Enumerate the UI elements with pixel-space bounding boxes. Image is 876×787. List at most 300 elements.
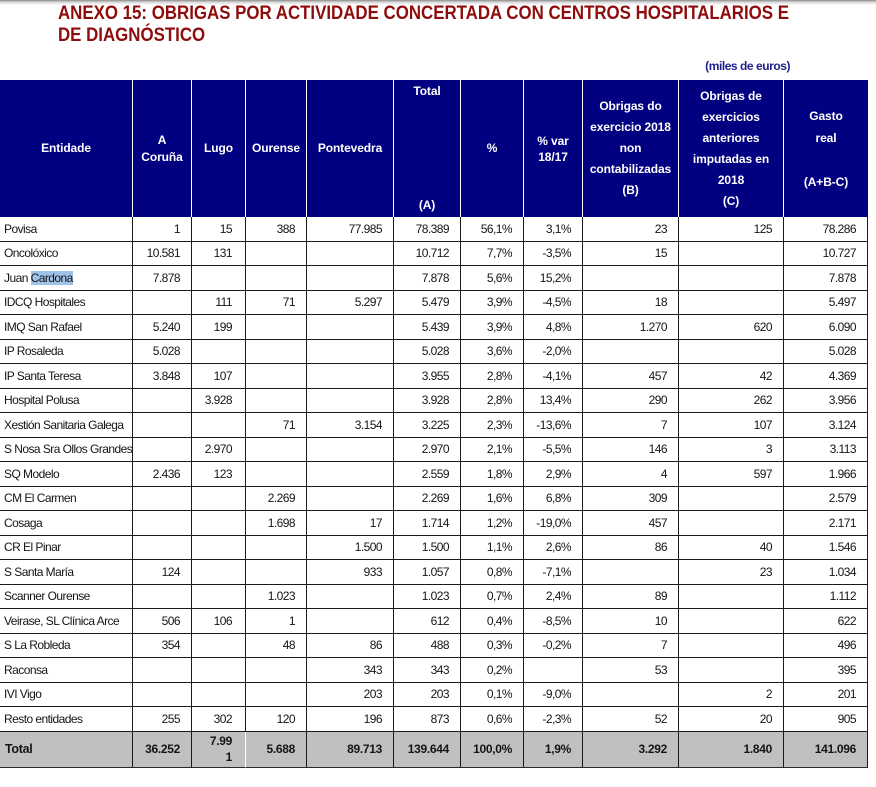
cell-total-a — [394, 536, 461, 561]
cell-value: 0,6% — [486, 711, 512, 726]
cell-value: 7.878 — [152, 270, 180, 285]
cell-lugo — [192, 536, 246, 561]
cell-value: 1,1% — [486, 540, 512, 555]
cell-gasto — [784, 707, 868, 732]
entity-name-cell — [0, 364, 133, 389]
cell-value: 3.225 — [421, 417, 449, 432]
cell-total-a — [394, 585, 461, 610]
cell-pct — [461, 487, 524, 512]
cell-pontevedra — [307, 560, 394, 585]
cell-value: 5.028 — [421, 344, 449, 359]
cell-value: 5.439 — [421, 319, 449, 334]
cell-a-coruna — [133, 266, 192, 291]
cell-lugo — [192, 511, 246, 536]
cell-lugo — [192, 340, 246, 365]
cell-value: 111 — [215, 295, 232, 310]
cell-c — [679, 536, 784, 561]
cell-total-a — [394, 266, 461, 291]
cell-value: 5,6% — [486, 270, 512, 285]
cell-a-coruna — [133, 560, 192, 585]
cell-ourense — [246, 683, 307, 708]
cell-pct-var — [524, 389, 583, 414]
cell-total-a — [394, 511, 461, 536]
cell-value: 48 — [282, 638, 295, 653]
cell-lugo — [192, 683, 246, 708]
cell-lugo — [192, 413, 246, 438]
cell-b — [583, 291, 679, 316]
cell-a-coruna — [133, 536, 192, 561]
cell-pct-var — [524, 707, 583, 732]
column-header-line: Entidade — [41, 141, 91, 155]
column-header-line: Obrigas de — [700, 88, 762, 103]
cell-value: 5.240 — [152, 319, 180, 334]
cell-pontevedra — [307, 438, 394, 463]
cell-lugo — [192, 487, 246, 512]
cell-ourense — [246, 315, 307, 340]
cell-value: 354 — [161, 638, 180, 653]
obligations-table — [0, 80, 868, 768]
cell-value: -2,0% — [542, 344, 571, 359]
entity-name: Cosaga — [4, 515, 43, 530]
page-title-text-1: ANEXO 15: OBRIGAS POR ACTIVIDADE CONCERTADA CON CENTROS HOSPITALARIOS E — [58, 3, 789, 24]
cell-pct — [461, 462, 524, 487]
cell-value: -8,5% — [542, 613, 571, 628]
cell-value: 255 — [161, 711, 180, 726]
cell-value: 1.034 — [828, 564, 856, 579]
cell-value: 905 — [837, 711, 856, 726]
total-label-cell — [0, 732, 133, 769]
cell-value: 1.546 — [828, 540, 856, 555]
cell-value: 1.966 — [828, 466, 856, 481]
cell-c — [679, 217, 784, 242]
cell-value: 23 — [654, 221, 667, 236]
cell-pct — [461, 634, 524, 659]
cell-value: 3.928 — [204, 393, 232, 408]
cell-pct-var — [524, 364, 583, 389]
cell-a-coruna — [133, 683, 192, 708]
cell-a-coruna — [133, 511, 192, 536]
entity-name-cell — [0, 340, 133, 365]
cell-value: 388 — [276, 221, 295, 236]
cell-a-coruna — [133, 732, 192, 769]
cell-pontevedra — [307, 683, 394, 708]
entity-name-cell — [0, 560, 133, 585]
cell-value: 506 — [161, 613, 180, 628]
cell-b — [583, 340, 679, 365]
cell-gasto — [784, 364, 868, 389]
cell-value: -4,1% — [542, 368, 571, 383]
cell-value: 7,7% — [486, 246, 512, 261]
cell-lugo — [192, 609, 246, 634]
column-header-line: exercicio 2018 — [590, 120, 671, 134]
cell-ourense — [246, 634, 307, 659]
column-header-total-a — [394, 80, 461, 217]
entity-name: IP Rosaleda — [4, 344, 64, 359]
cell-value: 3.124 — [828, 417, 856, 432]
column-header-line: Lugo — [204, 141, 233, 155]
cell-value: 1 — [173, 221, 180, 236]
cell-pct-var — [524, 413, 583, 438]
cell-value: 71 — [282, 417, 295, 432]
cell-b — [583, 364, 679, 389]
cell-value: 0,2% — [486, 662, 512, 677]
cell-value: 7 — [660, 638, 667, 653]
cell-value: 13,4% — [539, 393, 571, 408]
entity-name-cell — [0, 634, 133, 659]
column-header-a-coruna — [133, 80, 192, 217]
cell-total-a — [394, 609, 461, 634]
cell-pct-var — [524, 732, 583, 769]
cell-value: 2.970 — [204, 442, 232, 457]
entity-name-cell — [0, 266, 133, 291]
cell-pontevedra — [307, 364, 394, 389]
column-header-line: (B) — [622, 183, 639, 197]
cell-value: 123 — [213, 466, 232, 481]
cell-b — [583, 462, 679, 487]
cell-pct-var — [524, 487, 583, 512]
cell-ourense — [246, 487, 307, 512]
cell-lugo — [192, 315, 246, 340]
cell-value: 3,6% — [486, 344, 512, 359]
entity-name: Juan Cardona — [4, 270, 73, 285]
cell-pct — [461, 291, 524, 316]
cell-value: 52 — [654, 711, 667, 726]
entity-name: Resto entidades — [4, 711, 83, 726]
cell-b — [583, 413, 679, 438]
cell-gasto — [784, 438, 868, 463]
cell-pct — [461, 413, 524, 438]
cell-value: 78.389 — [415, 221, 449, 236]
cell-a-coruna — [133, 291, 192, 316]
total-label: Total — [5, 742, 33, 757]
cell-value: 7.878 — [421, 270, 449, 285]
cell-value: -13,6% — [536, 417, 571, 432]
cell-pct — [461, 585, 524, 610]
cell-a-coruna — [133, 217, 192, 242]
cell-total-a — [394, 658, 461, 683]
cell-lugo — [192, 658, 246, 683]
cell-pct — [461, 266, 524, 291]
cell-pct — [461, 389, 524, 414]
cell-value: 78.286 — [822, 221, 856, 236]
entity-name-cell — [0, 389, 133, 414]
cell-value: 23 — [759, 564, 772, 579]
cell-value: 1,8% — [486, 466, 512, 481]
cell-pct — [461, 438, 524, 463]
cell-value: 56,1% — [480, 221, 512, 236]
cell-gasto — [784, 487, 868, 512]
cell-value: 141.096 — [814, 742, 856, 757]
cell-gasto — [784, 658, 868, 683]
cell-value: 100,0% — [473, 742, 512, 757]
cell-lugo — [192, 732, 246, 769]
cell-gasto — [784, 242, 868, 267]
column-header-line: A — [157, 132, 167, 147]
cell-a-coruna — [133, 462, 192, 487]
cell-pct-var — [524, 242, 583, 267]
entity-name: IMQ San Rafael — [4, 319, 82, 334]
cell-pct-var — [524, 560, 583, 585]
cell-b — [583, 438, 679, 463]
cell-total-a — [394, 340, 461, 365]
cell-pct-var — [524, 462, 583, 487]
cell-value: 89 — [654, 589, 667, 604]
cell-a-coruna — [133, 340, 192, 365]
cell-value: 302 — [213, 711, 232, 726]
cell-pct — [461, 609, 524, 634]
cell-b — [583, 242, 679, 267]
cell-value: 0,8% — [486, 564, 512, 579]
units-label: (miles de euros) — [705, 59, 790, 73]
cell-pct — [461, 560, 524, 585]
cell-value: 933 — [363, 564, 382, 579]
cell-c — [679, 585, 784, 610]
entity-name: SQ Modelo — [4, 466, 60, 481]
cell-total-a — [394, 315, 461, 340]
entity-name-cell — [0, 536, 133, 561]
cell-value: 125 — [753, 221, 772, 236]
cell-c — [679, 511, 784, 536]
cell-ourense — [246, 438, 307, 463]
cell-value: 106 — [213, 613, 232, 628]
cell-value: 5.479 — [421, 295, 449, 310]
cell-b — [583, 609, 679, 634]
cell-ourense — [246, 266, 307, 291]
column-header-line: (A) — [418, 198, 436, 212]
cell-lugo — [192, 585, 246, 610]
cell-gasto — [784, 683, 868, 708]
column-header-line: non — [619, 141, 642, 155]
cell-pct — [461, 315, 524, 340]
cell-value: 1.023 — [421, 589, 449, 604]
entity-name: S Santa María — [4, 564, 74, 579]
cell-pct — [461, 683, 524, 708]
cell-value: 6,8% — [545, 491, 571, 506]
cell-value: 2.171 — [828, 515, 856, 530]
cell-c — [679, 266, 784, 291]
cell-total-a — [394, 487, 461, 512]
cell-value: 5.688 — [266, 742, 295, 757]
cell-value: -5,5% — [542, 442, 571, 457]
cell-gasto — [784, 732, 868, 769]
cell-pct-var — [524, 536, 583, 561]
cell-value: 0,7% — [486, 589, 512, 604]
entity-name-cell — [0, 609, 133, 634]
cell-gasto — [784, 291, 868, 316]
cell-pontevedra — [307, 315, 394, 340]
cell-a-coruna — [133, 585, 192, 610]
cell-pontevedra — [307, 413, 394, 438]
page-title-line-2 — [58, 25, 789, 47]
cell-pontevedra — [307, 291, 394, 316]
cell-value: 139.644 — [407, 742, 449, 757]
cell-gasto — [784, 389, 868, 414]
cell-a-coruna — [133, 634, 192, 659]
cell-value: 201 — [837, 687, 856, 702]
column-header-line: Pontevedra — [317, 141, 383, 155]
column-header-line: (A+B-C) — [803, 174, 849, 189]
cell-a-coruna — [133, 364, 192, 389]
column-header-line: anteriores — [702, 130, 760, 145]
cell-value: 2,6% — [545, 540, 571, 555]
cell-value: 77.985 — [348, 221, 382, 236]
column-header-entidade — [0, 80, 133, 217]
cell-total-a — [394, 683, 461, 708]
cell-value: 496 — [837, 638, 856, 653]
cell-value: 18 — [654, 295, 667, 310]
entity-name: Raconsa — [4, 662, 48, 677]
cell-ourense — [246, 732, 307, 769]
cell-value: 1.270 — [639, 319, 667, 334]
cell-gasto — [784, 536, 868, 561]
cell-c — [679, 438, 784, 463]
cell-total-a — [394, 217, 461, 242]
cell-pontevedra — [307, 585, 394, 610]
cell-c — [679, 487, 784, 512]
cell-value: 199 — [213, 319, 232, 334]
cell-value: 3.848 — [152, 368, 180, 383]
cell-value: 0,4% — [486, 613, 512, 628]
cell-value: 1 — [288, 613, 295, 628]
cell-pct-var — [524, 266, 583, 291]
cell-pct-var — [524, 585, 583, 610]
entity-name: Xestión Sanitaria Galega — [4, 417, 124, 432]
cell-pct-var — [524, 609, 583, 634]
cell-value: -19,0% — [536, 515, 571, 530]
cell-b — [583, 634, 679, 659]
cell-ourense — [246, 413, 307, 438]
cell-gasto — [784, 462, 868, 487]
cell-value: 1,6% — [486, 491, 512, 506]
column-header-line: Gasto — [809, 108, 843, 123]
cell-value: 5.028 — [152, 344, 180, 359]
page-title-line-1 — [58, 3, 789, 25]
cell-b — [583, 389, 679, 414]
cell-a-coruna — [133, 315, 192, 340]
entity-name: CR El Pinar — [4, 540, 61, 555]
cell-pontevedra — [307, 217, 394, 242]
cell-value: 4.369 — [828, 368, 856, 383]
cell-pontevedra — [307, 658, 394, 683]
cell-lugo — [192, 560, 246, 585]
cell-value: 1.840 — [743, 742, 772, 757]
cell-value: 3.955 — [421, 368, 449, 383]
cell-value: 488 — [430, 638, 449, 653]
cell-b — [583, 683, 679, 708]
cell-gasto — [784, 609, 868, 634]
cell-b — [583, 511, 679, 536]
cell-pct-var — [524, 683, 583, 708]
cell-value: 40 — [759, 540, 772, 555]
cell-value: 2,1% — [486, 442, 512, 457]
cell-c — [679, 364, 784, 389]
entity-name: CM El Carmen — [4, 491, 77, 506]
entity-name: S Nosa Sra Ollos Grandes — [4, 442, 133, 457]
cell-value: 7.878 — [828, 270, 856, 285]
cell-lugo — [192, 707, 246, 732]
entity-name-cell — [0, 487, 133, 512]
cell-value: 1.698 — [267, 515, 295, 530]
cell-value: 15 — [219, 221, 232, 236]
cell-value: 2.269 — [421, 491, 449, 506]
cell-c — [679, 291, 784, 316]
cell-value: 107 — [753, 417, 772, 432]
cell-c — [679, 462, 784, 487]
cell-value: -7,1% — [542, 564, 571, 579]
cell-ourense — [246, 217, 307, 242]
cell-c — [679, 634, 784, 659]
cell-value: 290 — [648, 393, 667, 408]
cell-ourense — [246, 585, 307, 610]
cell-pct-var — [524, 658, 583, 683]
cell-total-a — [394, 413, 461, 438]
cell-gasto — [784, 634, 868, 659]
text-selection-highlight[interactable]: Cardona — [30, 270, 73, 285]
cell-value: 42 — [759, 368, 772, 383]
cell-pct-var — [524, 315, 583, 340]
entity-name-cell — [0, 315, 133, 340]
cell-value: 131 — [213, 246, 232, 261]
cell-value: 0,3% — [486, 638, 512, 653]
cell-b — [583, 560, 679, 585]
cell-value: 2.579 — [828, 491, 856, 506]
cell-total-a — [394, 732, 461, 769]
entity-name-cell — [0, 291, 133, 316]
entity-name: IVI Vigo — [4, 687, 42, 702]
cell-b — [583, 585, 679, 610]
cell-c — [679, 340, 784, 365]
column-header-line: % var — [537, 133, 569, 148]
column-header-line: exercicios — [702, 109, 760, 124]
cell-ourense — [246, 364, 307, 389]
cell-c — [679, 683, 784, 708]
cell-value: 10.712 — [415, 246, 449, 261]
cell-a-coruna — [133, 413, 192, 438]
cell-value: 3,1% — [545, 221, 571, 236]
cell-a-coruna — [133, 242, 192, 267]
cell-a-coruna — [133, 609, 192, 634]
cell-lugo — [192, 462, 246, 487]
cell-ourense — [246, 609, 307, 634]
cell-a-coruna — [133, 389, 192, 414]
entity-name: Oncolóxico — [4, 246, 58, 261]
cell-value: 120 — [276, 711, 295, 726]
cell-value: -4,5% — [542, 295, 571, 310]
entity-name: Veirase, SL Clínica Arce — [4, 613, 120, 628]
cell-value: 10.727 — [822, 246, 856, 261]
cell-c — [679, 560, 784, 585]
cell-value: 146 — [648, 442, 667, 457]
cell-value: 597 — [753, 466, 772, 481]
cell-pct — [461, 658, 524, 683]
cell-c — [679, 732, 784, 769]
cell-ourense — [246, 536, 307, 561]
cell-gasto — [784, 585, 868, 610]
cell-total-a — [394, 291, 461, 316]
cell-gasto — [784, 413, 868, 438]
cell-value: 4 — [660, 466, 667, 481]
cell-lugo — [192, 266, 246, 291]
column-header-line: contabilizadas — [589, 162, 672, 176]
cell-pct — [461, 536, 524, 561]
cell-c — [679, 658, 784, 683]
column-header-line: 2018 — [717, 172, 745, 187]
cell-pct-var — [524, 634, 583, 659]
cell-ourense — [246, 658, 307, 683]
cell-total-a — [394, 707, 461, 732]
cell-pct-var — [524, 340, 583, 365]
cell-value: 3.154 — [354, 417, 382, 432]
